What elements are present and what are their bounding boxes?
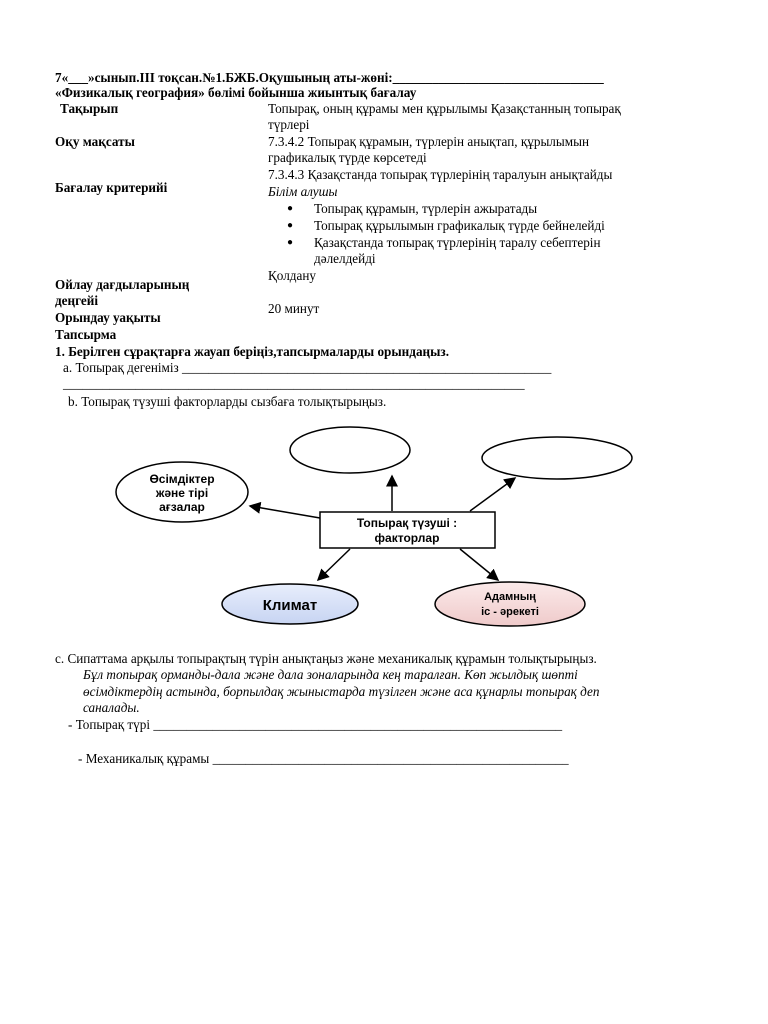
goal-1-line-2: графикалық түрде көрсетеді — [268, 150, 427, 165]
header-line-1: 7«___»сынып.III тоқсан.№1.БЖБ.Оқушының аты-жөні:________________________________ — [55, 70, 604, 85]
question-a: a. Топырақ дегеніміз ________________________________________________________ — [63, 360, 552, 375]
goal-1-line-1: 7.3.4.2 Топырақ құрамын, түрлерін анықтап, құрылымын — [268, 134, 590, 149]
bullet-icon: ● — [287, 203, 294, 214]
soil-type-answer: - Топырақ түрі ______________________________________________________________ — [68, 717, 563, 732]
criteria-item-2: Топырақ құрылымын графикалық түрде бейнелейді — [314, 218, 605, 233]
human-text-1: Адамның — [484, 591, 536, 603]
arrow-down-left — [318, 549, 350, 580]
mechanical-composition-answer: - Механикалық құрамы ______________________________________________________ — [78, 751, 569, 766]
goal-label: Оқу мақсаты — [55, 134, 135, 149]
thinking-value: Қолдану — [268, 268, 317, 283]
bullet-icon: ● — [287, 237, 294, 248]
climate-text: Климат — [262, 597, 318, 614]
topic-value-line-2: түрлері — [268, 117, 310, 132]
criteria-item-3-cont: дәлелдейді — [314, 251, 376, 266]
bullet-icon: ● — [287, 220, 294, 231]
human-oval — [435, 582, 585, 626]
human-text-2: іс - әрекеті — [481, 606, 539, 618]
criteria-item-1: Топырақ құрамын, түрлерін ажыратады — [314, 201, 538, 216]
criteria-item-3: Қазақстанда топырақ түрлерінің таралу себептерін — [314, 235, 601, 250]
empty-factor-oval-1[interactable] — [290, 427, 410, 473]
task-instruction: 1. Берілген сұрақтарға жауап беріңіз,тапсырмаларды орындаңыз. — [55, 344, 450, 359]
center-text-1: Топырақ түзуші : — [356, 516, 458, 530]
header-line-2: «Физикалық география» бөлімі бойынша жиынтық бағалау — [55, 85, 417, 100]
arrow-down-right — [460, 549, 498, 580]
plants-text-2: және тірі — [155, 486, 209, 500]
thinking-label-line-2: деңгейі — [55, 293, 99, 308]
time-label: Орындау уақыты — [55, 310, 161, 325]
soil-factors-diagram — [100, 420, 660, 630]
empty-factor-oval-2[interactable] — [482, 437, 632, 479]
criteria-intro: Білім алушы — [268, 184, 338, 199]
plants-text-1: Өсімдіктер — [149, 472, 215, 486]
time-value: 20 минут — [268, 301, 320, 316]
arrow-left — [250, 506, 320, 518]
topic-label: Тақырып — [60, 101, 119, 116]
task-title: Тапсырма — [55, 327, 117, 342]
arrow-up-right — [470, 478, 515, 511]
description-line-2: өсімдіктердің астында, борпылдақ жыныстарда түзілген және аса құнарлы топырақ деп — [83, 684, 600, 699]
criteria-label: Бағалау критерийі — [55, 180, 168, 195]
description-line-1: Бұл топырақ орманды-дала және дала зоналарында кең таралған. Көп жылдық шөпті — [83, 667, 578, 682]
plants-text-3: ағзалар — [159, 500, 205, 514]
description-line-3: саналады. — [83, 700, 140, 715]
topic-value-line-1: Топырақ, оның құрамы мен құрылымы Қазақстанның топырақ — [268, 101, 621, 116]
goal-2: 7.3.4.3 Қазақстанда топырақ түрлерінің таралуын анықтайды — [268, 167, 613, 182]
center-text-2: факторлар — [374, 531, 440, 545]
question-c: c. Сипаттама арқылы топырақтың түрін анықтаңыз және механикалық құрамын толықтырыңыз. — [55, 651, 597, 666]
question-b: b. Топырақ түзуші факторларды сызбаға толықтырыңыз. — [68, 394, 387, 409]
thinking-label-line-1: Ойлау дағдыларының — [55, 277, 190, 292]
question-a-answer-line: ______________________________________________________________________ — [63, 376, 525, 391]
